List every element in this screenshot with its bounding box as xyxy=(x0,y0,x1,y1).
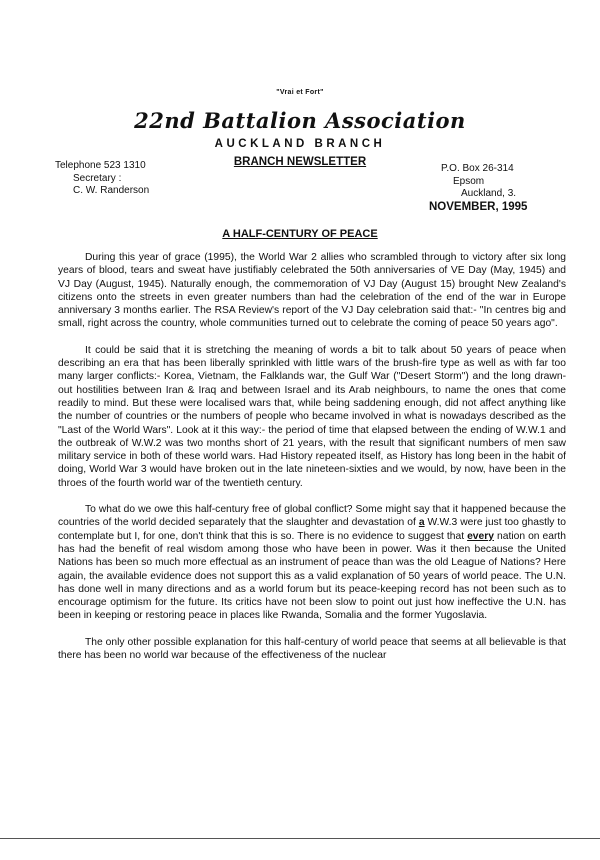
contact-block xyxy=(55,160,149,198)
issue-date: NOVEMBER, 1995 xyxy=(429,201,528,213)
branch-name: AUCKLAND BRANCH xyxy=(214,138,386,150)
paragraph-1: During this year of grace (1995), the World War 2 allies who scrambled through to victory after six long years of blood, tears and sweat have justifiably celebrated the 50th anniversaries of VE Day (May, 1945) and VJ Day (August, 1945). Naturally enough, the commemoration of VJ Day (August 15) brought New Zealand's citizens onto the streets in even greater numbers than had the celebration of the end of the war in Europe anniversary 3 months earlier. The RSA Review's report of the VJ Day celebration said that:- "In centres big and small, right across the country, whole communities turned out to celebrate the coming of peace 50 years ago". xyxy=(58,252,566,330)
po-box: P.O. Box 26-314 xyxy=(441,163,514,174)
newsletter-heading: BRANCH NEWSLETTER xyxy=(233,156,367,168)
emphasis-a: a xyxy=(418,517,425,529)
secretary-label: Secretary : xyxy=(73,172,122,184)
motto: "Vrai et Fort" xyxy=(276,89,324,96)
paragraph-2: It could be said that it is stretching the meaning of words a bit to talk about 50 years of peace when describing an era that has been liberally sprinkled with little wars of the brush-fire type as well as with far too many larger conflicts:- Korea, Vietnam, the Falklands war, the Gulf War ("Desert Storm") and the long drawn-out hostilities between Iran & Iraq and between Israel and its Arab neighbours, to name the ones that come readily to mind. But these were localised wars that, while being saddening enough, did not affect anything like the number of countries or the numbers of people who became involved in what is nowadays described as the "Last of the World Wars". Look at it this way:- the period of time that elapsed between the ending of W.W.1 and the outbreak of W.W.2 was two months short of 21 years, with the result that significant numbers of men saw military service in both of these world wars. Had History repeated itself, as History has long been in the habit of doing, World War 3 would have broken out in the late nineteen-sixties and we would, by now, have been in the throes of the fourth world war of the twentieth century. xyxy=(58,344,566,489)
telephone: Telephone 523 1310 xyxy=(55,160,146,171)
secretary-name: C. W. Randerson xyxy=(73,185,150,196)
page-divider xyxy=(0,838,600,839)
paragraph-3-text: nation on earth has had the benefit of real wisdom among those who have been in power. Was it then because the United Nations has been so much more effectual as an instrument of peace than was the old League of Nations? Here again, the available evidence does not support this as a valid explanation of 50 years of world peace. The U.N. has done well in many directions and as a world forum but its peace-keeping record has not been such as to encourage optimism for the future. Its critics have not been slow to point out just how ineffective the U.N. has been in keeping or restoring peace in places like Rwanda, Somalia and the former Yugoslavia. xyxy=(58,530,566,622)
suburb: Epsom xyxy=(453,175,485,187)
association-title: 22nd Battalion Association xyxy=(134,108,466,133)
article-title: A HALF-CENTURY OF PEACE xyxy=(222,228,378,240)
paragraph-3 xyxy=(58,503,566,623)
paragraph-4: The only other possible explanation for this half-century of world peace that seems at all believable is that there has been no world war because of the effectiveness of the nuclear xyxy=(58,636,566,662)
article-body xyxy=(58,251,566,662)
emphasis-every: every xyxy=(467,530,494,542)
address-block xyxy=(441,163,516,201)
paragraph-3-text: W.W.3 were just too ghastly to contemplate but I, for one, don't think that this is so. There is no evidence to suggest that xyxy=(58,517,566,542)
paragraph-3-text: To what do we owe this half-century free of global conflict? Some might say that it happened because the countries of the world decided separately that the slaughter and devastation of xyxy=(58,504,566,529)
city: Auckland, 3. xyxy=(461,188,517,199)
